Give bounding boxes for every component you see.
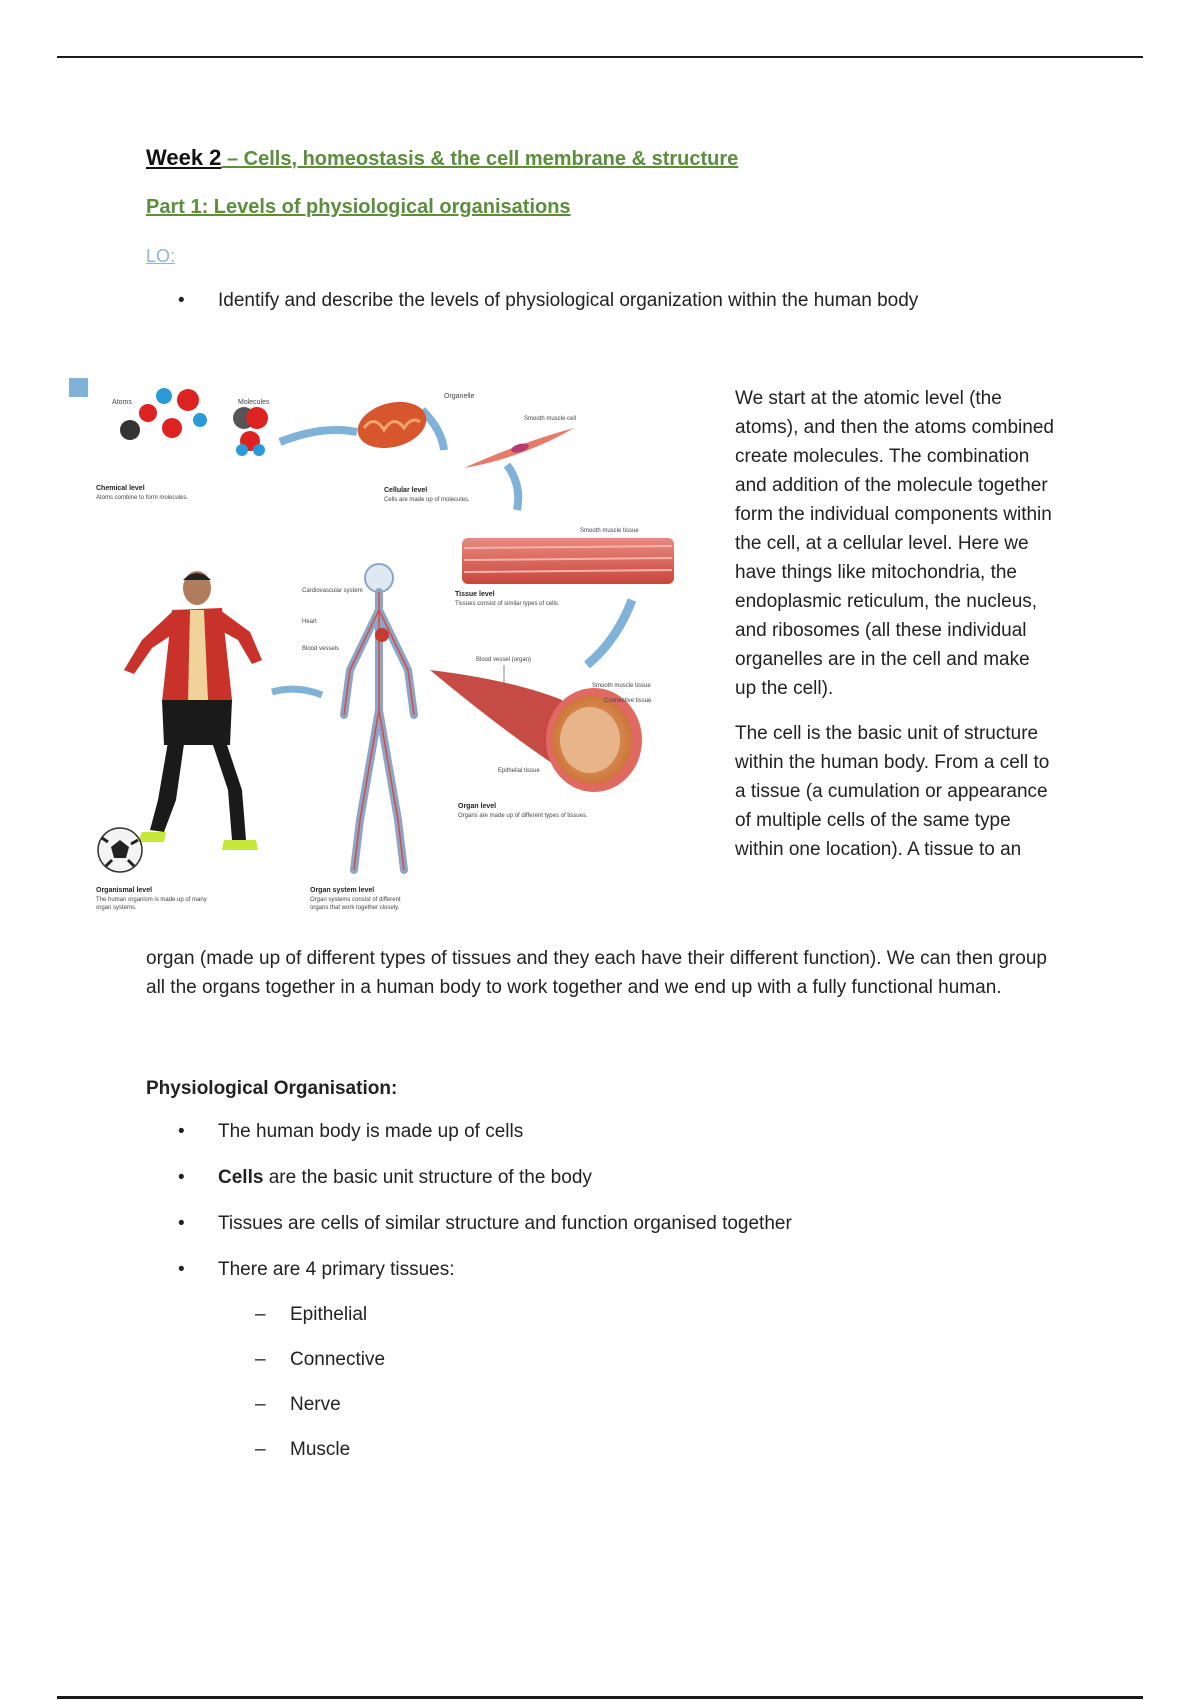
arrow-icon	[507, 465, 518, 510]
tissue-level-desc: Tissues consist of similar types of cells.	[455, 601, 560, 607]
molecules-icon	[233, 407, 268, 456]
list-item: • There are 4 primary tissues:	[178, 1258, 1078, 1282]
organelle-label: Organelle	[444, 393, 475, 400]
week-label: Week 2	[146, 145, 222, 170]
heart-label: Heart	[302, 619, 317, 625]
organ-level-label: Organ level	[458, 803, 497, 810]
molecules-label: Molecules	[238, 399, 270, 406]
organismal-desc-1: The human organism is made up of many	[96, 897, 207, 903]
paragraph: organ (made up of different types of tissues and they each have their different function). We can then group all the organs together in a human body to work together and we end up with a fully functional human.	[146, 948, 1047, 998]
arrow-icon	[587, 600, 632, 665]
cellular-level-desc: Cells are made up of molecules.	[384, 497, 470, 503]
figure-svg	[92, 370, 692, 918]
section-heading: Physiological Organisation:	[146, 1078, 398, 1099]
arrow-icon	[280, 430, 357, 442]
cardiovascular-system-label: Cardiovascular system	[302, 588, 363, 594]
list-item: • Tissues are cells of similar structure and function organised together	[178, 1212, 1078, 1236]
top-rule	[57, 56, 1143, 58]
smooth-muscle-tissue-label-2: Smooth muscle tissue	[592, 683, 651, 689]
atoms-icon	[120, 388, 207, 440]
atoms-label: Atoms	[112, 399, 132, 406]
connective-tissue-label: Connective tissue	[604, 698, 652, 704]
chemical-level-label: Chemical level	[96, 485, 145, 492]
football-player-icon	[124, 571, 262, 850]
paragraph: We start at the atomic level (the atoms), and then the atoms combined create molecules. The combination and addition of the molecule together form the individual components within the cell, at a cellular level. Here we have things like mitochondria, the endoplasmic reticulum, the nucleus, and ribosomes (all these individual organelles are in the cell and make up the cell).	[735, 388, 1054, 699]
smooth-muscle-cell-label: Smooth muscle cell	[524, 416, 577, 422]
tissue-level-label: Tissue level	[455, 591, 495, 598]
week-topic: – Cells, homeostasis & the cell membrane & structure	[221, 148, 739, 170]
epithelial-tissue-label: Epithelial tissue	[498, 768, 540, 774]
part-heading: Part 1: Levels of physiological organisations	[146, 196, 571, 218]
blood-vessel-organ-label: Blood vessel (organ)	[476, 657, 532, 663]
cellular-level-label: Cellular level	[384, 487, 428, 494]
figure-anchor-icon	[69, 378, 88, 397]
organismal-level-label: Organismal level	[96, 887, 153, 894]
list-item: • Cells are the basic unit structure of the body	[178, 1166, 1078, 1190]
lo-label[interactable]: LO:	[146, 246, 176, 266]
blood-vessels-label: Blood vessels	[302, 646, 340, 652]
page-title	[146, 145, 738, 171]
tissue-item: – Connective	[255, 1348, 385, 1372]
paragraph: The cell is the basic unit of structure within the human body. From a cell to a tissue (a cumulation or appearance of multiple cells of the same type within one location). A tissue to an	[735, 723, 1050, 860]
mitochondrion-icon	[352, 395, 431, 456]
list-item: • The human body is made up of cells	[178, 1120, 1078, 1144]
chemical-level-desc: Atoms combine to form molecules.	[96, 495, 189, 501]
tissue-list	[255, 1303, 385, 1483]
tissue-item: – Muscle	[255, 1438, 385, 1462]
organ-system-desc-2: organs that work together closely.	[310, 905, 400, 911]
levels-of-organisation-figure	[92, 370, 692, 918]
lo-item: • Identify and describe the levels of physiological organization within the human body	[178, 290, 1078, 312]
side-text	[735, 384, 1055, 880]
bottom-rule	[57, 1696, 1143, 1699]
tissue-item: – Nerve	[255, 1393, 385, 1417]
smooth-muscle-tissue-label: Smooth muscle tissue	[580, 528, 639, 534]
facts-list	[178, 1120, 1078, 1304]
arrow-icon	[272, 689, 322, 695]
organismal-desc-2: organ systems.	[96, 905, 137, 911]
organ-system-level-label: Organ system level	[310, 887, 375, 894]
cardiovascular-system-icon	[344, 564, 414, 870]
organ-level-desc: Organs are made up of different types of tissues.	[458, 813, 588, 819]
lo-list	[178, 290, 1078, 312]
football-icon	[98, 828, 142, 872]
smooth-muscle-tissue-icon	[462, 538, 674, 584]
organ-system-desc-1: Organ systems consist of different	[310, 897, 401, 903]
tissue-item: – Epithelial	[255, 1303, 385, 1327]
